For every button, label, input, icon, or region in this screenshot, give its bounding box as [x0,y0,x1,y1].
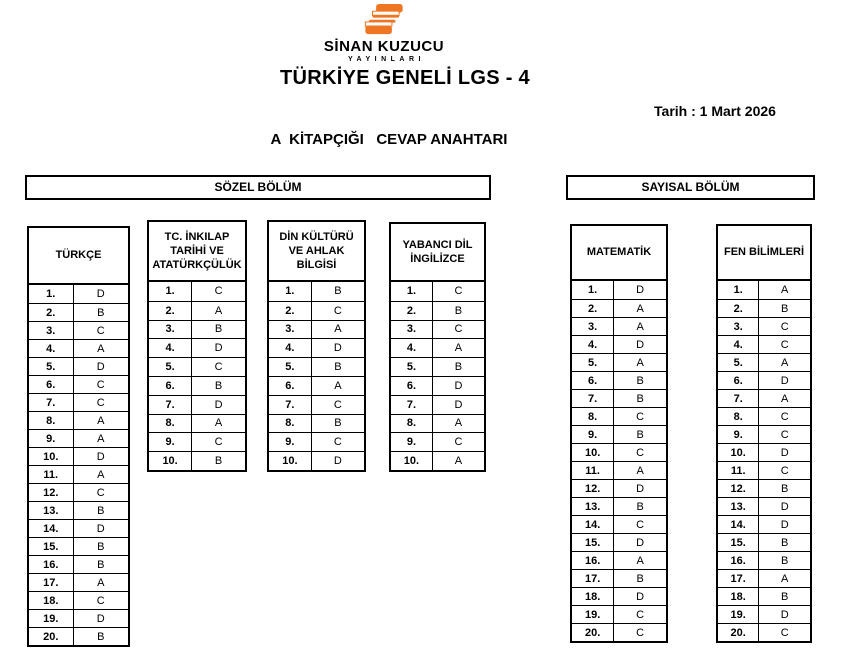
question-number: 17. [572,570,614,587]
answer-row [718,335,810,353]
answer-row [269,320,364,339]
answer-letter: C [454,323,463,336]
answer-letter: D [333,342,342,355]
answer-letter: D [96,612,105,625]
question-number: 7. [391,396,433,414]
answer-letter: A [636,464,644,477]
answer-row [572,533,666,551]
answer-letter: C [333,398,342,411]
answer-row [572,605,666,623]
answer-letter: A [97,432,105,445]
answer-rows [718,281,810,641]
question-number: 5. [391,358,433,376]
answer-letter: D [454,398,463,411]
section-header-sayisal: SAYISAL BÖLÜM [566,175,815,200]
question-number: 2. [572,300,614,317]
answer-letter: A [636,320,644,333]
answer-letter: B [97,306,105,319]
question-number: 18. [29,592,74,609]
question-number: 16. [718,552,759,569]
answer-row [572,353,666,371]
question-number: 6. [718,372,759,389]
answer-letter: B [781,482,789,495]
question-number: 14. [29,520,74,537]
answer-row [572,587,666,605]
question-number: 4. [718,336,759,353]
answer-row [572,569,666,587]
question-number: 10. [391,452,433,470]
question-number: 15. [718,534,759,551]
question-number: 8. [718,408,759,425]
answer-letter: C [780,428,789,441]
question-number: 15. [572,534,614,551]
answer-letter: D [636,590,645,603]
answer-row [718,407,810,425]
answer-letter: B [781,536,789,549]
question-number: 19. [718,606,759,623]
answer-letter: D [636,284,645,296]
answer-row [269,376,364,395]
answer-row [718,479,810,497]
question-number: 9. [269,433,312,451]
answer-letter: C [780,464,789,477]
question-number: 13. [29,502,74,519]
answer-row [391,320,484,339]
answer-rows [391,282,484,470]
question-number: 1. [149,282,192,301]
answer-letter: A [334,323,342,336]
answer-letter: C [780,338,789,351]
answer-letter: C [780,626,789,639]
answer-letter: A [636,554,644,567]
question-number: 3. [269,321,312,339]
answer-row [391,282,484,301]
answer-row [718,281,810,299]
question-number: 8. [572,408,614,425]
exam-date: Tarih : 1 Mart 2026 [654,103,776,119]
subject-header: TÜRKÇE [29,228,128,285]
answer-row [149,395,245,414]
answer-row [269,395,364,414]
answer-row [149,282,245,301]
answer-row [29,429,128,447]
answer-letter: D [780,608,789,621]
question-number: 19. [29,610,74,627]
answer-row [391,432,484,451]
answer-row [572,479,666,497]
answer-row [149,376,245,395]
answer-letter: C [454,285,463,298]
answer-row [572,281,666,299]
question-number: 11. [29,466,74,483]
question-number: 2. [149,302,192,320]
question-number: 9. [29,430,74,447]
answer-rows [269,282,364,470]
answer-rows [149,282,245,470]
answer-row [572,425,666,443]
question-number: 4. [269,339,312,357]
question-number: 8. [149,415,192,433]
answer-letter: D [780,500,789,513]
question-number: 20. [572,624,614,641]
answer-letter: B [636,428,644,441]
answer-letter: B [334,361,342,374]
answer-letter: A [214,304,223,317]
answer-letter: D [454,379,463,392]
answer-row [718,569,810,587]
answer-letter: A [214,417,223,430]
answer-row [718,389,810,407]
subject-header: DİN KÜLTÜRÜ VE AHLAK BİLGİSİ [269,222,364,282]
answer-row [718,605,810,623]
answer-row [29,501,128,519]
question-number: 7. [269,396,312,414]
answer-row [149,432,245,451]
question-number: 20. [29,628,74,645]
answer-letter: B [97,630,105,643]
question-number: 7. [149,396,192,414]
question-number: 10. [269,452,312,470]
question-number: 11. [718,462,759,479]
question-number: 14. [572,516,614,533]
question-number: 1. [391,282,433,301]
answer-letter: D [780,518,789,531]
answer-letter: B [454,361,463,374]
question-number: 14. [718,516,759,533]
answer-row [149,414,245,433]
answer-letter: B [97,504,105,517]
question-number: 3. [149,321,192,339]
answer-letter: D [636,536,645,549]
question-number: 9. [718,426,759,443]
answer-letter: C [333,436,342,449]
answer-letter: A [97,468,105,481]
answer-letter: C [96,396,105,409]
answer-letter: C [636,518,645,531]
question-number: 10. [572,444,614,461]
question-number: 17. [29,574,74,591]
answer-row [572,551,666,569]
answer-row [718,623,810,641]
answer-row [29,321,128,339]
question-number: 9. [391,433,433,451]
question-number: 11. [572,462,614,479]
answer-letter: A [781,284,789,296]
answer-letter: A [636,302,644,315]
answer-row [29,285,128,303]
question-number: 17. [718,570,759,587]
question-number: 8. [391,415,433,433]
answer-row [29,573,128,591]
answer-letter: C [780,320,789,333]
subject-header: FEN BİLİMLERİ [718,226,810,281]
answer-letter: D [96,360,105,373]
question-number: 6. [29,376,74,393]
answer-letter: A [454,417,463,430]
answer-table-matematik [570,224,668,643]
answer-letter: C [780,410,789,423]
answer-row [572,461,666,479]
answer-row [572,497,666,515]
answer-letter: B [781,302,789,315]
answer-row [29,465,128,483]
answer-row [718,497,810,515]
answer-letter: C [636,626,645,639]
answer-letter: B [636,500,644,513]
question-number: 20. [718,624,759,641]
answer-table-din-kulturu [267,220,366,472]
question-number: 9. [149,433,192,451]
question-number: 13. [718,498,759,515]
answer-row [29,519,128,537]
answer-letter: D [780,374,789,387]
question-number: 19. [572,606,614,623]
answer-rows [572,281,666,641]
answer-letter: C [96,324,105,337]
answer-row [718,533,810,551]
answer-letter: C [333,304,342,317]
question-number: 12. [572,480,614,497]
answer-row [718,317,810,335]
answer-row [718,551,810,569]
answer-row [718,371,810,389]
question-number: 16. [29,556,74,573]
answer-row [29,393,128,411]
answer-letter: A [454,342,463,355]
question-number: 6. [149,377,192,395]
question-number: 13. [572,498,614,515]
answer-rows [29,285,128,645]
answer-letter: C [96,378,105,391]
question-number: 6. [269,377,312,395]
question-number: 10. [149,452,192,470]
answer-letter: B [636,392,644,405]
subject-header: TC. İNKILAP TARİHİ VE ATATÜRKÇÜLÜK [149,222,245,282]
answer-row [149,320,245,339]
question-number: 8. [269,415,312,433]
brand-subtitle: YAYINLARI [348,56,425,63]
answer-row [572,335,666,353]
question-number: 12. [29,484,74,501]
answer-letter: B [214,323,223,336]
answer-row [29,609,128,627]
answer-letter: B [214,379,223,392]
question-number: 4. [391,339,433,357]
answer-letter: D [636,482,645,495]
answer-row [572,371,666,389]
answer-letter: D [780,446,789,459]
answer-table-yabanci-dil [389,222,486,472]
question-number: 7. [718,390,759,407]
answer-row [391,451,484,470]
publisher-logo [308,4,460,63]
subject-header: MATEMATİK [572,226,666,281]
answer-letter: D [333,455,342,468]
answer-letter: C [214,436,223,449]
question-number: 16. [572,552,614,569]
answer-row [572,299,666,317]
answer-letter: C [96,594,105,607]
question-number: 9. [572,426,614,443]
answer-row [149,301,245,320]
answer-row [269,414,364,433]
answer-letter: D [214,342,223,355]
answer-row [269,282,364,301]
question-number: 3. [391,321,433,339]
answer-table-inkilap [147,220,247,472]
answer-row [718,587,810,605]
answer-letter: C [214,285,223,298]
answer-row [29,627,128,645]
answer-row [718,461,810,479]
answer-letter: B [334,417,342,430]
answer-letter: A [97,342,105,355]
question-number: 4. [572,336,614,353]
stacked-books-icon [361,4,407,37]
answer-row [572,317,666,335]
answer-letter: A [454,455,463,468]
question-number: 5. [29,358,74,375]
answer-letter: A [781,572,789,585]
answer-letter: B [454,304,463,317]
answer-row [269,338,364,357]
answer-letter: A [781,392,789,405]
answer-row [391,414,484,433]
answer-row [718,353,810,371]
question-number: 18. [572,588,614,605]
subject-header: YABANCI DİL İNGİLİZCE [391,224,484,282]
answer-letter: B [334,285,342,298]
question-number: 1. [572,281,614,299]
answer-row [391,376,484,395]
answer-row [572,389,666,407]
question-number: 3. [718,318,759,335]
answer-letter: D [214,398,223,411]
answer-letter: D [96,522,105,535]
answer-letter: A [97,576,105,589]
answer-row [29,339,128,357]
answer-row [29,357,128,375]
question-number: 1. [269,282,312,301]
answer-row [572,623,666,641]
answer-letter: A [781,356,789,369]
answer-letter: A [636,356,644,369]
answer-row [718,443,810,461]
question-number: 5. [572,354,614,371]
question-number: 1. [718,281,759,299]
answer-letter: C [454,436,463,449]
answer-row [149,357,245,376]
answer-row [269,451,364,470]
question-number: 5. [269,358,312,376]
answer-row [572,515,666,533]
question-number: 2. [29,304,74,321]
brand-name: SİNAN KUZUCU [323,38,445,55]
answer-row [29,591,128,609]
question-number: 7. [29,394,74,411]
answer-row [572,443,666,461]
answer-row [718,425,810,443]
answer-row [391,338,484,357]
answer-letter: C [214,361,223,374]
answer-letter: C [636,410,645,423]
answer-row [718,299,810,317]
booklet-subtitle: A KİTAPÇIĞI CEVAP ANAHTARI [270,131,508,148]
answer-row [29,447,128,465]
answer-letter: D [636,338,645,351]
question-number: 2. [718,300,759,317]
answer-row [391,395,484,414]
question-number: 6. [572,372,614,389]
question-number: 3. [572,318,614,335]
answer-row [269,432,364,451]
answer-letter: A [334,379,342,392]
question-number: 2. [391,302,433,320]
exam-title: TÜRKİYE GENELİ LGS - 4 [280,67,530,89]
answer-table-turkce [27,226,130,647]
answer-row [29,375,128,393]
answer-letter: B [97,540,105,553]
question-number: 10. [718,444,759,461]
answer-row [29,303,128,321]
answer-letter: B [636,374,644,387]
question-number: 4. [29,340,74,357]
question-number: 4. [149,339,192,357]
question-number: 10. [29,448,74,465]
answer-row [29,483,128,501]
answer-letter: B [97,558,105,571]
answer-letter: B [636,572,644,585]
answer-row [269,301,364,320]
answer-row [149,451,245,470]
answer-row [29,537,128,555]
question-number: 6. [391,377,433,395]
answer-letter: A [97,414,105,427]
question-number: 5. [718,354,759,371]
answer-letter: D [96,450,105,463]
answer-letter: C [636,608,645,621]
answer-row [29,555,128,573]
answer-row [572,407,666,425]
answer-letter: D [96,288,105,300]
answer-row [269,357,364,376]
question-number: 12. [718,480,759,497]
answer-row [29,411,128,429]
question-number: 1. [29,285,74,303]
question-number: 8. [29,412,74,429]
answer-letter: B [781,554,789,567]
question-number: 18. [718,588,759,605]
answer-letter: B [781,590,789,603]
question-number: 2. [269,302,312,320]
answer-row [718,515,810,533]
question-number: 15. [29,538,74,555]
answer-letter: C [96,486,105,499]
answer-letter: B [214,455,223,468]
question-number: 7. [572,390,614,407]
answer-letter: C [636,446,645,459]
answer-row [149,338,245,357]
question-number: 5. [149,358,192,376]
answer-row [391,357,484,376]
answer-row [391,301,484,320]
section-header-sozel: SÖZEL BÖLÜM [25,175,491,200]
answer-table-fen-bilimleri [716,224,812,643]
question-number: 3. [29,322,74,339]
